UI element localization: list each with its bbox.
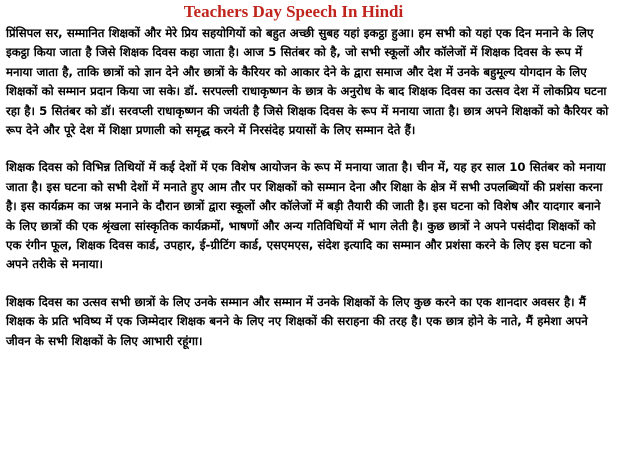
article-paragraph: प्रिंसिपल सर, सम्मानित शिक्षकों और मेरे प्रिय सहयोगियों को बहुत अच्छी सुबह यहां इकट्ठा हुआ। हम सभी को यहां एक दिन मनाने के लिए इकट्ठा किया जाता है जिसे शिक्षक दिवस कहा जाता है। आज 5 सितंबर को है, जो सभी स्कूलों और कॉलेजों में शिक्षक दिवस के रूप में मनाया जाता है, ताकि छात्रों को ज्ञान देने और छात्रों के कैरियर को आकार देने के द्वारा समाज और देश में उनके बहुमूल्य योगदान के लिए शिक्षकों को सम्मान प्रदान किया जा सके। डॉ. सरपल्ली राधाकृष्णन के छात्र के अनुरोध के बाद शिक्षक दिवस का उत्सव देश में लोकप्रिय घटना रहा है। 5 सितंबर को डॉ। सरवप्ली राधाकृष्णन की जयंती है जिसे शिक्षक दिवस के रूप में मनाया जाता है। छात्र अपने शिक्षकों को कैरियर को रूप देने और पूरे देश में शिक्षा प्रणाली को समृद्ध करने में निरसंदेह प्रयासों के लिए सम्मान देते हैं। — [6, 26, 609, 138]
article-title: Teachers Day Speech In Hindi — [183, 2, 404, 21]
article-paragraph: शिक्षक दिवस को विभिन्न तिथियों में कई देशों में एक विशेष आयोजन के रूप में मनाया जाता है। चीन में, यह हर साल 10 सितंबर को मनाया जाता है। इस घटना को सभी देशों में मनाते हुए आम तौर पर शिक्षकों को सम्मान देना और शिक्षा के क्षेत्र में सभी उपलब्धियों की प्रशंसा करना है। इस कार्यक्रम का जश्न मनाने के दौरान छात्रों द्वारा स्कूलों और कॉलेजों में बड़ी तैयारी की जाती है। इस घटना को विशेष और यादगार बनाने के लिए छात्रों की एक श्रृंखला सांस्कृतिक कार्यक्रमों, भाषणों और अन्य गतिविधियों में भाग लेती है। कुछ छात्रों ने अपने पसंदीदा शिक्षकों को एक रंगीन फूल, शिक्षक दिवस कार्ड, उपहार, ई-ग्रीटिंग कार्ड, एसएमएस, संदेश इत्यादि का सम्मान और प्रशंसा करने के लिए इस घटना को अपने तरीके से मनाया। — [6, 160, 606, 272]
article-paragraph: शिक्षक दिवस का उत्सव सभी छात्रों के लिए उनके सम्मान और सम्मान में उनके शिक्षकों के लिए कुछ करने का एक शानदार अवसर है। मैं शिक्षक के प्रति भविष्य में एक जिम्मेदार शिक्षक बनने के लिए नए शिक्षकों की सराहना की तरह है। एक छात्र होने के नाते, मैं हमेशा अपने जीवन के सभी शिक्षकों के लिए आभारी रहूंगा। — [6, 294, 588, 348]
